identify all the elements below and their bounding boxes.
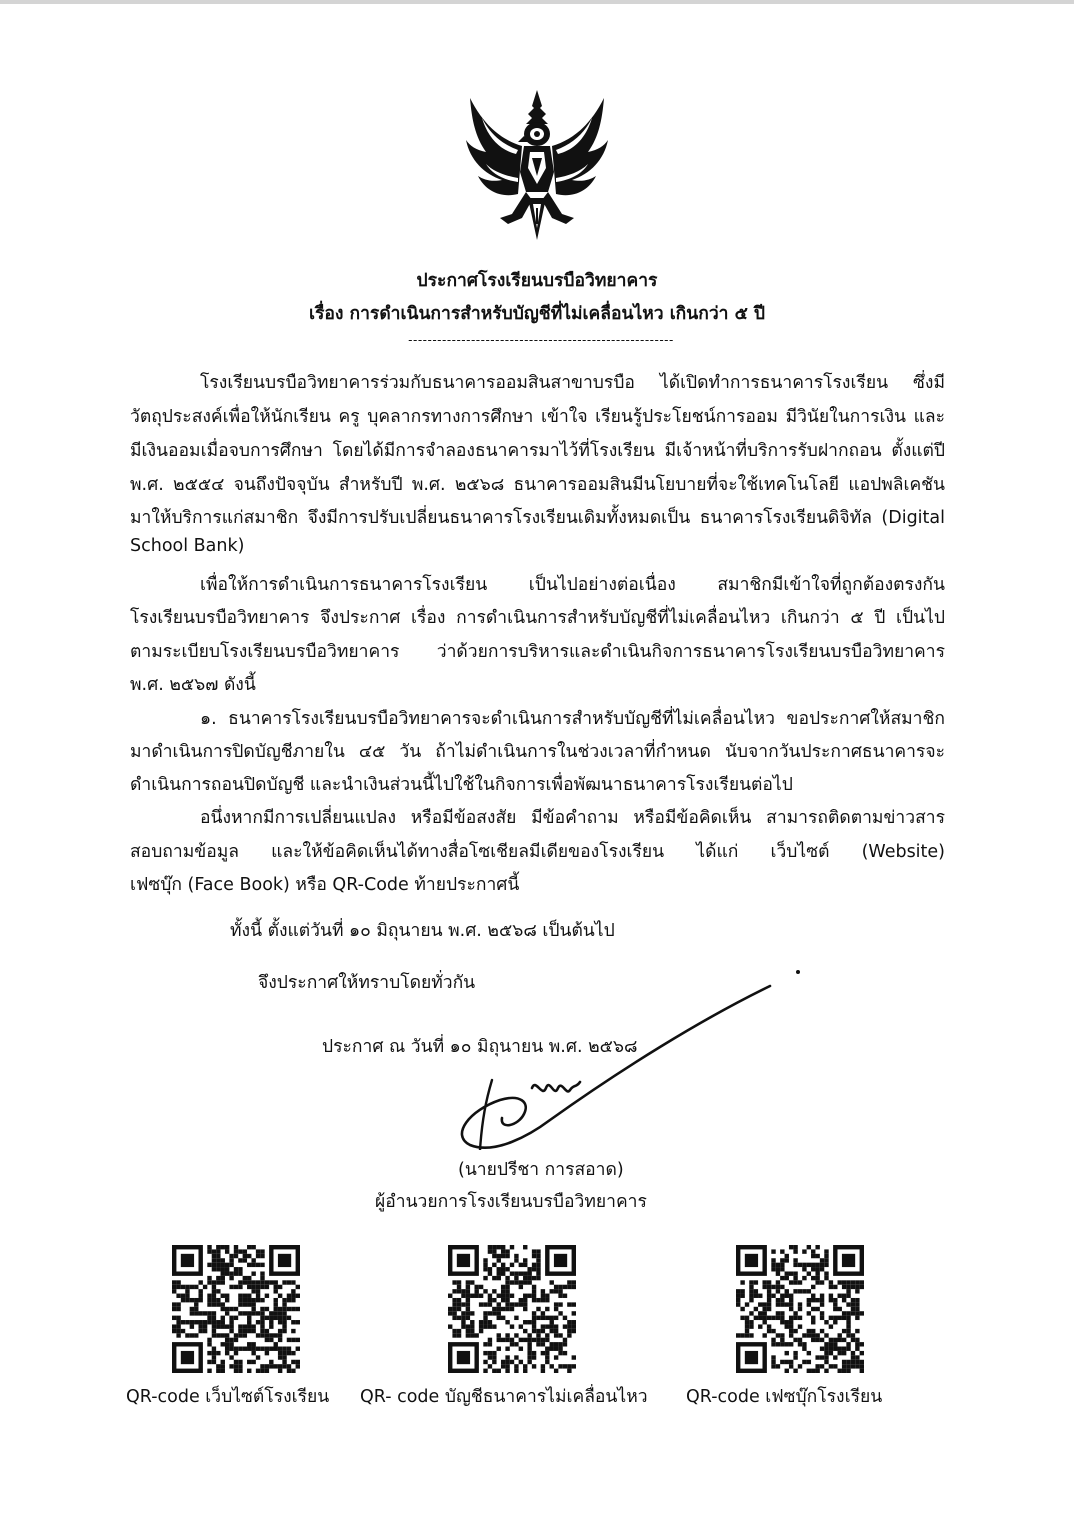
announcement-date: ประกาศ ณ วันที่ ๑๐ มิถุนายน พ.ศ. ๒๕๖๘ <box>322 1037 638 1057</box>
paragraph-line: มาให้บริการแก่สมาชิก จึงมีการปรับเปลี่ยนธนาคารโรงเรียนเดิมทั้งหมดเป็น ธนาคารโรงเรียนดิจิทัล (Digital <box>130 508 945 528</box>
qr-label-facebook: QR-code เฟซบุ๊กโรงเรียน <box>686 1387 883 1407</box>
paragraph-line: วัตถุประสงค์เพื่อให้นักเรียน ครู บุคลากรทางการศึกษา เข้าใจ เรียนรู้ประโยชน์การออม มีวินัยในการเงิน และ <box>130 407 945 427</box>
qr-label-website: QR-code เว็บไซต์โรงเรียน <box>126 1387 330 1407</box>
paragraph-line: มาดำเนินการปิดบัญชีภายใน ๔๕ วัน ถ้าไม่ดำเนินการในช่วงเวลาที่กำหนด นับจากวันประกาศธนาคารจะ <box>130 742 945 762</box>
announcement-subject: เรื่อง การดำเนินการสำหรับบัญชีที่ไม่เคลื่อนไหว เกินกว่า ๕ ปี <box>308 304 766 324</box>
paragraph-line: โรงเรียนบรบือวิทยาคาร จึงประกาศ เรื่อง การดำเนินการสำหรับบัญชีที่ไม่เคลื่อนไหว เกินกว่า ๕ ปี เป็นไป <box>130 608 945 628</box>
signatory-position: ผู้อำนวยการโรงเรียนบรบือวิทยาคาร <box>375 1192 647 1212</box>
signatory-name: (นายปรีชา การสอาด) <box>458 1160 624 1180</box>
paragraph-line: เฟซบุ๊ก (Face Book) หรือ QR-Code ท้ายประกาศนี้ <box>130 875 520 895</box>
announcement-notice: จึงประกาศให้ทราบโดยทั่วกัน <box>258 973 476 993</box>
paragraph-line: มีเงินออมเมื่อจบการศึกษา โดยได้มีการจำลองธนาคารมาไว้ที่โรงเรียน มีเจ้าหน้าที่บริการรับฝากถอน ตั้งแต่ปี <box>130 441 945 461</box>
qr-code-website-icon[interactable] <box>172 1245 300 1373</box>
paragraph-line: สอบถามข้อมูล และให้ข้อคิดเห็นได้ทางสื่อโซเชียลมีเดียของโรงเรียน ได้แก่ เว็บไซต์ (Website) <box>130 842 945 862</box>
announcement-title: ประกาศโรงเรียนบรบือวิทยาคาร <box>416 271 658 291</box>
signature <box>440 960 820 1150</box>
paragraph-line: โรงเรียนบรบือวิทยาคารร่วมกับธนาคารออมสินสาขาบรบือ ได้เปิดทำการธนาคารโรงเรียน ซึ่งมี <box>200 373 945 393</box>
paragraph-line: เพื่อให้การดำเนินการธนาคารโรงเรียน เป็นไปอย่างต่อเนื่อง สมาชิกมีเข้าใจที่ถูกต้องตรงกัน <box>200 575 945 595</box>
paragraph-line: ดำเนินการถอนปิดบัญชี และนำเงินส่วนนี้ไปใช้ในกิจการเพื่อพัฒนาธนาคารโรงเรียนต่อไป <box>130 775 793 795</box>
top-border <box>0 0 1074 4</box>
effective-date: ทั้งนี้ ตั้งแต่วันที่ ๑๐ มิถุนายน พ.ศ. ๒๕๖๘ เป็นต้นไป <box>230 921 615 941</box>
paragraph-line: พ.ศ. ๒๕๕๔ จนถึงปัจจุบัน สำหรับปี พ.ศ. ๒๕๖๘ ธนาคารออมสินมีนโยบายที่จะใช้เทคโนโลยี แอปพลิเคชัน <box>130 475 945 495</box>
paragraph-line: อนึ่งหากมีการเปลี่ยนแปลง หรือมีข้อสงสัย มีข้อคำถาม หรือมีข้อคิดเห็น สามารถติดตามข่าวสาร <box>200 808 945 828</box>
qr-code-facebook-icon[interactable] <box>736 1245 864 1373</box>
paragraph-line: ๑. ธนาคารโรงเรียนบรบือวิทยาคารจะดำเนินการสำหรับบัญชีที่ไม่เคลื่อนไหว ขอประกาศให้สมาชิก <box>200 709 945 729</box>
paragraph-line: ตามระเบียบโรงเรียนบรบือวิทยาคาร ว่าด้วยการบริหารและดำเนินกิจการธนาคารโรงเรียนบรบือวิทยาคาร <box>130 642 945 662</box>
qr-code-bank-account-icon[interactable] <box>448 1245 576 1373</box>
garuda-emblem-icon <box>462 88 612 244</box>
paragraph-line: School Bank) <box>130 536 245 556</box>
title-divider: ------------------------------------------------------- <box>408 333 674 347</box>
paragraph-line: พ.ศ. ๒๕๖๗ ดังนี้ <box>130 675 256 695</box>
qr-label-bank: QR- code บัญชีธนาคารไม่เคลื่อนไหว <box>360 1387 648 1407</box>
